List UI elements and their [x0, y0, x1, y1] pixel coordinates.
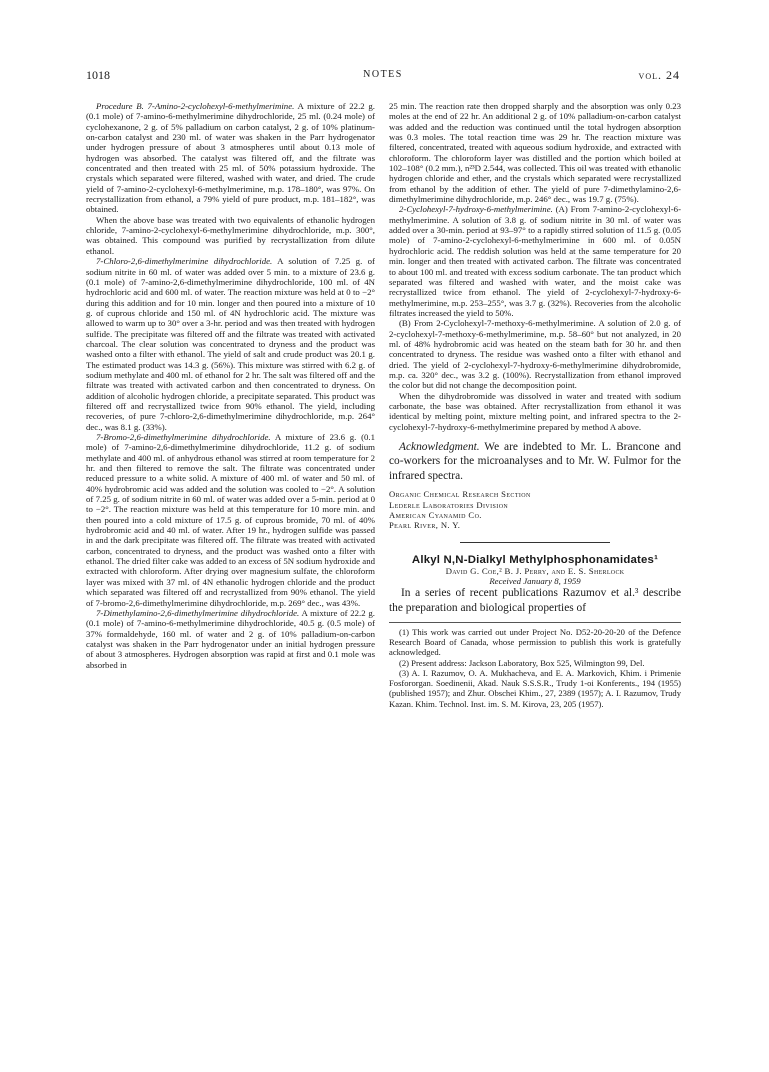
acknowledgment-heading: Acknowledgment.: [399, 441, 480, 453]
journal-section: NOTES: [363, 69, 403, 80]
affiliation-line: American Cyanamid Co.: [389, 509, 482, 520]
paragraph: [86, 608, 375, 670]
paragraph: [389, 101, 681, 204]
paragraph-heading: 7-Bromo-2,6-dimethylmerimine dihydrochloride.: [96, 432, 271, 442]
left-column: [86, 101, 375, 670]
paragraph-heading: 2-Cyclohexyl-7-hydroxy-6-methylmerimine.: [399, 204, 553, 215]
received-date: Received January 8, 1959: [489, 576, 581, 587]
footnote: (1) This work was carried out under Project No. D52-20-20-20 of the Defence Research Board of Canada, whose permission to publish this work is gratefully acknowledged.: [389, 626, 681, 658]
affiliation-block: [389, 489, 681, 530]
paragraph-text: (A) From 7-amino-2-cyclohexyl-6-methylmerimine. A solution of 3.8 g. of sodium nitrite in 30 ml. of water was added over a 30-min. period at 93–97° to a rapidly stirred solution of 11.5 g. (0.05 mole) of 7-amino-2-cyclohexyl-6-methylmerimine in 600 ml. of 0.05N hydrochloric acid. The reddish solution was held at the same temperature for 20 min. longer and then treated with activated carbon. The filtrate was concentrated to about 100 ml. and treated with excess sodium carbonate. The tan product which separated was filtered and washed with water, and the moist cake was recrystallized twice from ethanol. The yield of 2-cyclohexyl-7-hydroxy-6-methylmerimine, m.p. 253–255°, was 3.7 g. (32%). Recoveries from the alcoholic filtrates increased the yield to 50%.: [389, 204, 681, 318]
paragraph-text: A mixture of 23.6 g. (0.1 mole) of 7-amino-2,6-dimethylmerimine dihydrochloride, 11.2 g. of sodium methylate and 400 ml. of anhydrous ethanol was stirred at room temperature for 2 hr. and then filtered to remove the salt. The filtrate was concentrated under reduced pressure to a white solid. A mixture of 400 ml. of water and 50 ml. of 40% hydrobromic acid was added and the solution was cooled to −2°. A solution of 7.25 g. of sodium nitrite in 60 ml. of water was added over a 5-min. period at 0 to −2°. The reaction mixture was held at this temperature for 10 more min. and then poured into a cold mixture of 17.5 g. of cuprous bromide, 70 ml. of 40% hydrobromic acid and 40 ml. of water. After 19 hr., hydrogen sulfide was passed in and the dark precipitate was filtered off. The filtrate was treated with activated carbon, concentrated to dryness, and the product was washed onto a filter with ethanol. The dried filter cake was added to an excess of 5N sodium hydroxide and extracted with chloroform. After drying over magnesium sulfate, the chloroform layer was mixed with 37 ml. of 4N ethanolic hydrogen chloride and the product which separated was filtered off and recrystallized from 90% ethanol. The yield of 7-bromo-2,6-dimethylmerimine dihydrochloride, m.p. 269° dec., was 43%.: [86, 432, 375, 608]
paragraph-text: A mixture of 22.2 g. (0.1 mole) of 7-amino-6-methylmerimine dihydrochloride, 40.5 g. (0.5 mole) of 37% formaldehyde, 160 ml. of water and 2 g. of 10% palladium-on-carbon catalyst was shaken in the Parr hydrogenator under an initial hydrogen pressure of about 3 atmospheres. Hydrogen absorption was rapid at first and 0.1 mole was absorbed in: [86, 607, 375, 670]
paragraph: [86, 101, 375, 215]
footnote: (2) Present address: Jackson Laboratory, Box 525, Wilmington 99, Del.: [399, 657, 645, 668]
paragraph: [86, 432, 375, 608]
paragraph: [86, 256, 375, 432]
article-authors: David G. Coe,² B. J. Perry, and E. S. Sherlock: [445, 565, 625, 576]
article-title: Alkyl N,N-Dialkyl Methylphosphonamidates¹: [411, 554, 659, 567]
paragraph: [389, 318, 681, 390]
acknowledgment-text: We are indebted to Mr. L. Brancone and co-workers for the microanalyses and to Mr. W. Fulmor for the infrared spectra.: [389, 441, 681, 482]
paragraph-text: When the dihydrobromide was dissolved in water and treated with sodium carbonate, the base was obtained. After recrystallization from ethanol it was identical by melting point, mixture melting point, and infrared spectra to the 2-cyclohexyl-7-hydroxy-6-methylmerimine prepared by method A above.: [389, 390, 681, 432]
footnote: (3) A. I. Razumov, O. A. Mukhacheva, and E. A. Markovich, Khim. i Primenie Fosfororgan. Soedinenii, Akad. Nauk S.S.S.R., Trudy 1-oi Konferents., 194 (1955) (published 1957); and Zhur. Obschei Khim., 27, 2389 (1957); A. I. Razumov, Trudy Kazan. Khim. Technol. Inst. im. S. M. Kirova, 23, 205 (1957).: [389, 667, 681, 709]
running-header: [86, 68, 680, 84]
volume-label: vol. 24: [638, 68, 680, 82]
paragraph-text: A mixture of 22.2 g. (0.1 mole) of 7-amino-6-methylmerimine dihydrochloride, 25 ml. (0.24 mole) of cyclohexanone, 2 g. of 5% palladium on carbon catalyst, 2 g. of 10% platinum-on-carbon catalyst and 230 ml. of water was shaken in the Parr hydrogenator under hydrogen pressure of about 3 atmospheres until about 0.13 mole of hydrogen was absorbed. The catalyst was filtered off, and the filtrate was concentrated and then treated with 25 ml. of 50% potassium hydroxide. The crystals which separated were filtered, washed with water, and dried. The crude yield of 7-amino-2-cyclohexyl-6-methylmerimine, m.p. 178–180°, was 97%. On recrystallization from ethanol, a 79% yield of pure product, m.p. 181–182°, was obtained.: [86, 101, 375, 215]
intro-paragraph: In a series of recent publications Razumov et al.³ describe the preparation and biological properties of: [389, 587, 681, 615]
affiliation-line: Lederle Laboratories Division: [389, 499, 509, 510]
affiliation-line: Pearl River, N. Y.: [389, 520, 461, 531]
section-divider: [460, 542, 610, 543]
page-number: 1018: [86, 68, 110, 82]
acknowledgment: [389, 440, 681, 483]
paragraph-heading: 7-Chloro-2,6-dimethylmerimine dihydrochloride.: [96, 256, 273, 267]
paragraph: [86, 215, 375, 256]
paragraph: [389, 391, 681, 432]
right-column: [389, 101, 681, 709]
paragraph-text: When the above base was treated with two equivalents of ethanolic hydrogen chloride, 7-amino-2-cyclohexyl-6-methylmerimine dihydrochloride, m.p. 300°, was obtained. This compound was purified by recrystallization from dilute ethanol.: [86, 214, 375, 256]
paragraph-text: 25 min. The reaction rate then dropped sharply and the absorption was only 0.23 moles at the end of 22 hr. An additional 2 g. of 10% palladium-on-carbon catalyst was added and the reduction was continued until the total hydrogen absorption was 0.3 moles. The total reaction time was 29 hr. The reaction mixture was filtered, concentrated, treated with aqueous sodium hydroxide, and extracted with chloroform. The chloroform layer was distilled and the portion which boiled at 102–108° (0.2 mm.), n²³D 2.544, was collected. This oil was treated with ethanolic hydrogen chloride and ether, and the crystals which separated were recrystallized from ethanol by the addition of ether. The yield of pure 7-dimethylamino-2,6-dimethylmerimine dihydrochloride, m.p. 246° dec., was 19.7 g. (75%).: [389, 101, 681, 205]
paragraph: [389, 204, 681, 318]
footnote-divider: [389, 622, 681, 623]
paragraph-text: (B) From 2-Cyclohexyl-7-methoxy-6-methylmerimine. A solution of 2.0 g. of 2-cyclohexyl-7-methoxy-6-methylmerimine, m.p. 58–60° but not analyzed, in 20 ml. of 48% hydrobromic acid was heated on the steam bath for 30 hr. and then concentrated to dryness. The residue was washed onto a filter with ethanol and dried. The yield of 2-cyclohexyl-7-hydroxy-6-methylmerimine dihydrobromide, m.p. ca. 320° dec., was 3.2 g. (100%). Recrystallization from ethanol improved the color but did not change the decomposition point.: [389, 318, 681, 391]
paragraph-heading: Procedure B. 7-Amino-2-cyclohexyl-6-methylmerimine.: [96, 101, 295, 111]
paragraph-heading: 7-Dimethylamino-2,6-dimethylmerimine dihydrochloride.: [96, 607, 300, 618]
affiliation-line: Organic Chemical Research Section: [389, 489, 531, 500]
paragraph-text: A solution of 7.25 g. of sodium nitrite in 60 ml. of water was added over 5 min. to a mixture of 23.6 g. (0.1 mole) of 7-amino-2,6-dimethylmerimine dihydrochloride, 100 ml. of 4N hydrochloric acid and 600 ml. of water. The reaction mixture was held at 0 to −2° during this addition and for 10 min. longer and then poured into a mixture of 10 g. of cuprous chloride and 150 ml. of 4N hydrochloric acid. The mixture was allowed to warm up to 30° over a 3-hr. period and was then treated with hydrogen sulfide. The precipitate was filtered off and the filtrate was treated with activated charcoal. The clear solution was concentrated to dryness and the product was washed onto a filter with ethanol. The yield of salt and crude product was 20.1 g. The estimated product was 14.3 g. (56%). This mixture was stirred with 6.2 g. of sodium methylate and 400 ml. of ethanol for 2 hr. The salt was filtered off and the filtrate was treated with activated carbon and then concentrated to dryness. On addition of alcoholic hydrogen chloride, a precipitate separated. This product was filtered off and recrystallized twice from 90% ethanol. The yield, including recoveries, of pure 7-chloro-2,6-dimethylmerimine dihydrochloride, m.p. 264° dec., was 8.1 g. (33%).: [86, 256, 375, 432]
